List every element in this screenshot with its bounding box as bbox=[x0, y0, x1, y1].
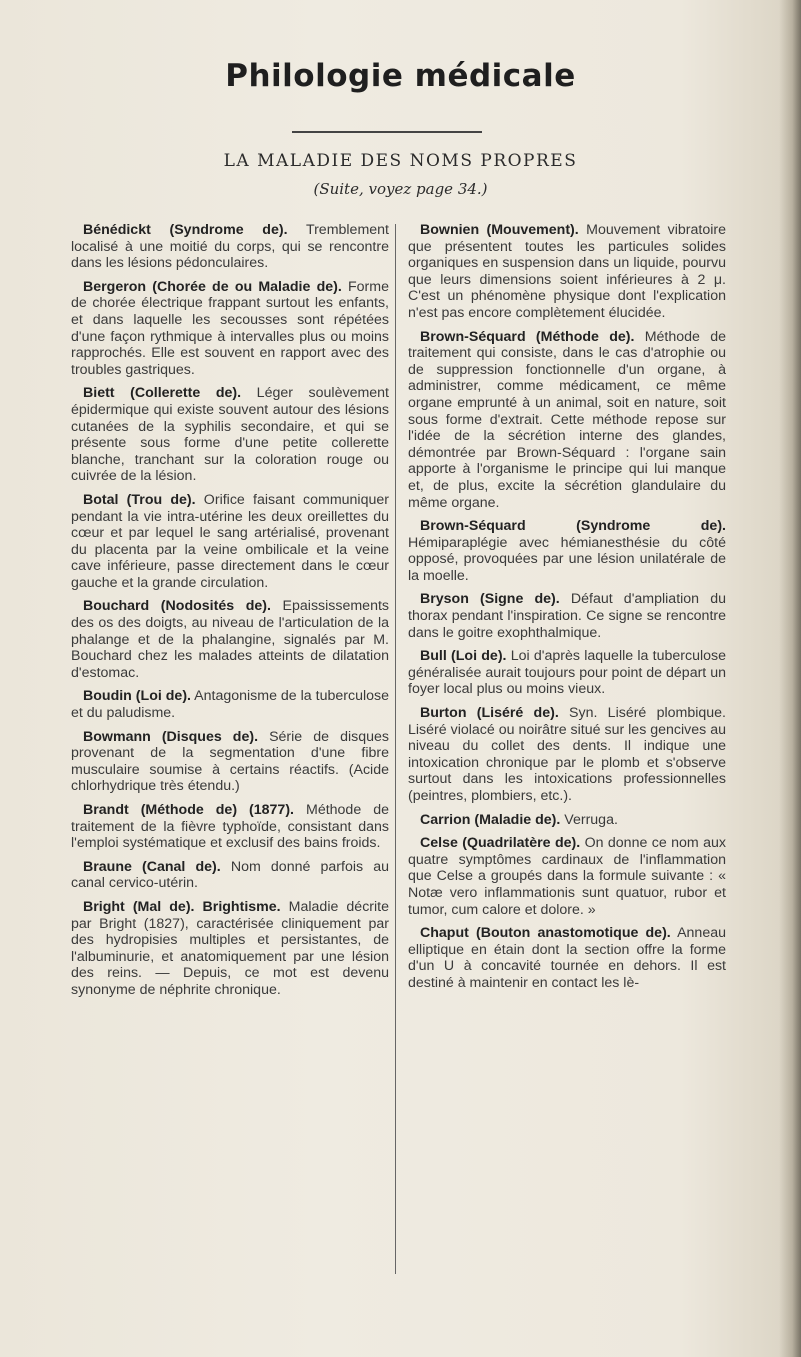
title-rule bbox=[292, 131, 482, 133]
section-title: LA MALADIE DES NOMS PROPRES bbox=[223, 151, 578, 171]
entry-text: On donne ce nom aux quatre symptômes cardinaux de l'inflammation que Celse a groupés dans la formule suivante : « Notæ vero inflammationis sunt quatuor, rubor et tumor, cum calore et dolore. » bbox=[408, 835, 726, 918]
entry-headword: Brandt (Méthode de) (1877). bbox=[83, 802, 294, 818]
entry-text: Tremblement localisé à une moitié du corps, qui se rencontre dans les lésions pédonculaires. bbox=[71, 222, 389, 272]
entry-text: Orifice faisant communiquer pendant la vie intra-utérine les deux oreillettes du cœur et par lequel le sang artérialisé, provenant du placenta par la veine ombilicale et la veine cave inférieure, passe directement dans le cœur gauche et la grande circulation. bbox=[71, 491, 389, 591]
right-column bbox=[408, 222, 726, 999]
entry-headword: Brown-Séquard (Syndrome de). bbox=[420, 518, 726, 535]
entry bbox=[408, 329, 726, 512]
entry bbox=[408, 835, 726, 918]
entry-text: Défaut d'ampliation du thorax pendant l'inspiration. Ce signe se rencontre dans le goitre exophthalmique. bbox=[408, 591, 726, 641]
entry bbox=[71, 492, 389, 592]
entry-text: Anneau elliptique en étain dont la section offre la forme d'un U à concavité tournée en dehors. Il est destiné à maintenir en contact les lè- bbox=[408, 925, 726, 991]
entry-text: Nom donné parfois au canal cervico-utérin. bbox=[71, 858, 389, 892]
entry-text: Série de disques provenant de la segmentation d'une fibre musculaire soumise à certains réactifs. (Acide chlorhydrique très étendu.) bbox=[71, 728, 389, 795]
entry-text: Méthode de traitement qui consiste, dans le cas d'atrophie ou de suppression fonctionnelle d'un organe, à administrer, comme médicament, ce même organe emprunté à un animal, soit en nature, soit sous forme d'extrait. Cette méthode repose sur l'idée de la sécrétion interne des glandes, démontrée par Brown-Séquard : l'organe sain apporte à l'organisme le principe qui lui manque et, de plus, excite la sécrétion glandulaire du même organe. bbox=[408, 328, 726, 511]
entry-headword: Biett (Collerette de). bbox=[83, 385, 242, 402]
entry-headword: Bownien (Mouvement). bbox=[420, 222, 579, 238]
entry-text: Verruga. bbox=[560, 811, 618, 828]
entry bbox=[408, 222, 726, 322]
section-subtitle: (Suite, voyez page 34.) bbox=[313, 180, 488, 198]
entry bbox=[71, 688, 389, 721]
entry-headword: Bouchard (Nodosités de). bbox=[83, 598, 271, 615]
entry-headword: Carrion (Maladie de). bbox=[420, 811, 561, 828]
entry-text: Maladie décrite par Bright (1827), caractérisée cliniquement par des hydropisies multiples et persistantes, de l'albuminurie, et anatomiquement par une lésion des reins. — Depuis, ce mot est devenu synonyme de néphrite chronique. bbox=[71, 898, 390, 998]
entry-headword: Bénédickt (Syndrome de). bbox=[83, 222, 288, 238]
entry-headword: Chaput (Bouton anastomotique de). bbox=[420, 925, 671, 942]
entry-text: Méthode de traitement de la fièvre typhoïde, consistant dans l'emploi systématique et exclusif des bains froids. bbox=[71, 802, 389, 852]
entry bbox=[71, 222, 389, 272]
entry-text: Syn. Liséré plombique. Liséré violacé ou noirâtre situé sur les gencives au niveau du collet des dents. Il indique une intoxication chronique par le plomb et s'observe surtout dans les intoxications professionnelles (peintres, plombiers, etc.). bbox=[408, 705, 726, 804]
entry bbox=[71, 385, 389, 485]
page-title: Philologie médicale bbox=[225, 58, 576, 94]
entry-text: Epaississements des os des doigts, au niveau de l'articulation de la phalange et de la phalangine, signalés par M. Bouchard chez les malades atteints de dilatation d'estomac. bbox=[71, 598, 389, 681]
entry-headword: Brown-Séquard (Méthode de). bbox=[420, 328, 635, 345]
entry-text: Forme de chorée électrique frappant surtout les enfants, et dans laquelle les secousses sont répétées d'une façon rythmique à intervalles plus ou moins rapprochés. Elle est souvent en rapport avec des troubles gastriques. bbox=[71, 278, 389, 378]
left-column bbox=[71, 222, 389, 1006]
entry bbox=[408, 591, 726, 641]
entry-headword: Celse (Quadrilatère de). bbox=[420, 835, 581, 852]
entry-headword: Bryson (Signe de). bbox=[420, 591, 560, 608]
column-divider bbox=[395, 224, 396, 1274]
entry-text: Léger soulèvement épidermique qui existe souvent autour des lésions cutanées de la syphilis secondaire, et qui se présente sous forme d'une petite collerette blanche, tranchant sur la coloration rouge ou cuivrée de la lésion. bbox=[71, 385, 389, 485]
entry-headword: Bergeron (Chorée de ou Maladie de). bbox=[83, 278, 342, 295]
entry-headword: Burton (Liséré de). bbox=[420, 705, 559, 722]
entry bbox=[71, 899, 389, 999]
entry bbox=[408, 648, 726, 698]
entry-headword: Boudin (Loi de). bbox=[83, 688, 191, 705]
entry bbox=[71, 859, 389, 892]
entry bbox=[71, 598, 389, 681]
entry bbox=[71, 729, 389, 795]
entry-text: Mouvement vibratoire que présentent toutes les particules solides organiques en suspension dans un liquide, pourvu que leurs dimensions soient inférieures à 2 μ. C'est un phénomène physique dont l'explication n'est pas encore complètement élucidée. bbox=[408, 222, 726, 321]
page-edge-shadow bbox=[779, 0, 801, 1357]
entry bbox=[71, 802, 389, 852]
entry bbox=[408, 705, 726, 805]
entry bbox=[408, 518, 726, 584]
entry-headword: Braune (Canal de). bbox=[83, 858, 221, 875]
entry-headword: Botal (Trou de). bbox=[83, 491, 196, 508]
entry bbox=[408, 925, 726, 991]
entry-headword: Bull (Loi de). bbox=[420, 648, 507, 665]
entry-text: Hémiparaplégie avec hémianesthésie du côté opposé, provoquées par une lésion unilatérale de la moelle. bbox=[408, 534, 726, 584]
entry bbox=[71, 279, 389, 379]
entry-text: Loi d'après laquelle la tuberculose généralisée aurait toujours pour point de départ un foyer local plus ou moins vieux. bbox=[408, 648, 727, 698]
entry-text: Antagonisme de la tuberculose et du paludisme. bbox=[71, 688, 389, 722]
entry-headword: Bowmann (Disques de). bbox=[83, 728, 259, 745]
entry-headword: Bright (Mal de). Brightisme. bbox=[83, 898, 281, 915]
entry bbox=[408, 812, 726, 829]
